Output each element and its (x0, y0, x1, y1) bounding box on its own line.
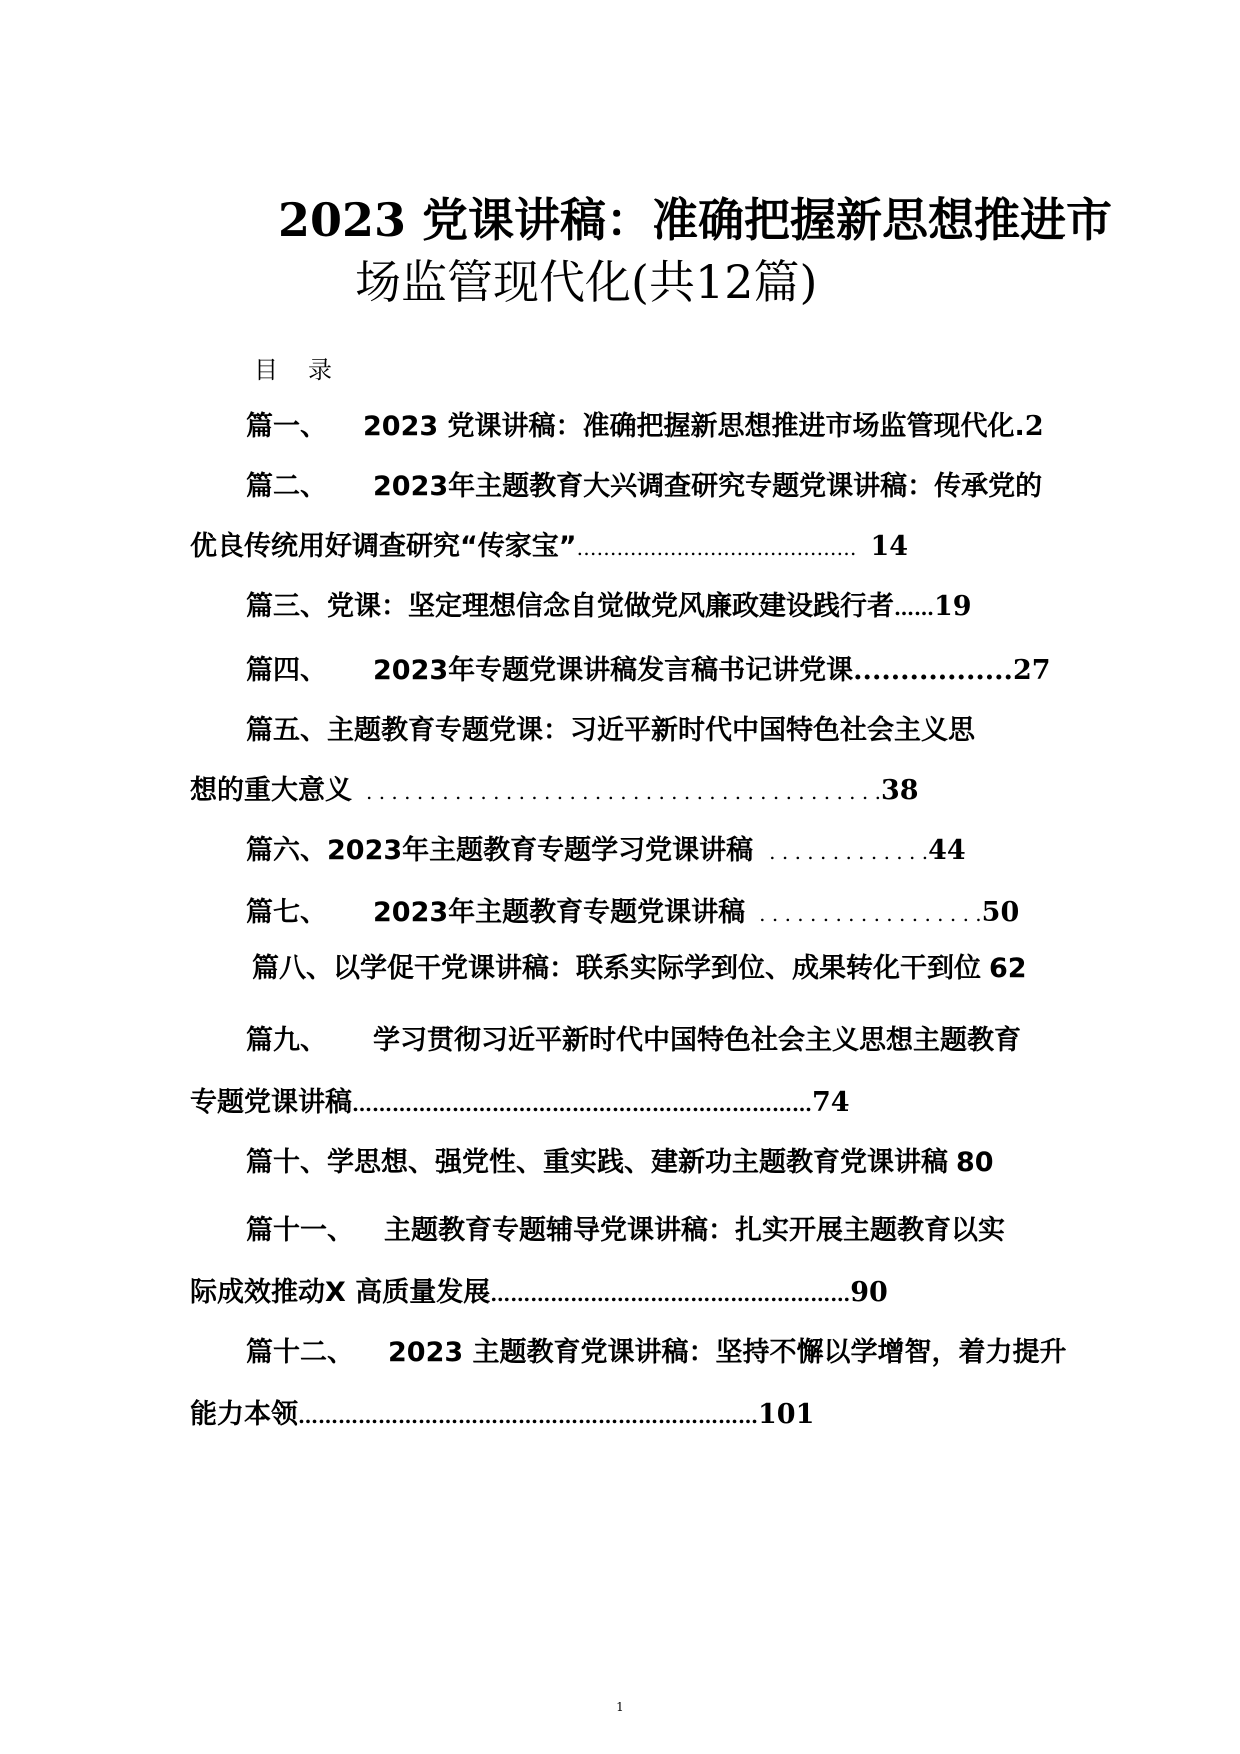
toc-entry-5[interactable] (246, 714, 975, 748)
toc-label: 篇十、 (246, 1147, 327, 1178)
toc-text: 2023 党课讲稿：准确把握新思想推进市场监管现代化. (363, 411, 1025, 442)
document-title-line-1: 2023 党课讲稿：准确把握新思想推进市 (278, 193, 1113, 247)
toc-text-cont: 专题党课讲稿 (190, 1087, 352, 1118)
toc-entry-3[interactable] (246, 590, 972, 625)
toc-entry-6[interactable] (246, 834, 966, 869)
toc-leader: …………………………………………………………… (298, 1404, 758, 1428)
toc-label: 篇七、 (246, 897, 327, 928)
toc-entry-2[interactable] (246, 470, 1042, 504)
toc-entry-10[interactable] (246, 1146, 994, 1180)
toc-entry-12-continued[interactable] (190, 1398, 814, 1433)
toc-text-cont: 优良传统用好调查研究“传家宝” (190, 531, 577, 562)
toc-text: 主题教育专题党课：习近平新时代中国特色社会主义思 (327, 715, 975, 746)
toc-text: 党课：坚定理想信念自觉做党风廉政建设践行者 (327, 591, 894, 622)
toc-page: 19 (934, 591, 972, 622)
toc-label: 篇十一、 (246, 1215, 354, 1246)
page-number: 1 (616, 1700, 624, 1714)
toc-leader: …… (894, 596, 934, 620)
toc-text-cont: 想的重大意义 (190, 775, 352, 806)
toc-text: 2023年专题党课讲稿发言稿书记讲党课 (373, 655, 854, 686)
toc-page: 62 (989, 953, 1027, 984)
toc-label: 篇九、 (246, 1025, 327, 1056)
toc-entry-11-continued[interactable] (190, 1276, 888, 1311)
toc-entry-2-continued[interactable] (190, 530, 908, 565)
toc-entry-9-continued[interactable] (190, 1086, 850, 1121)
toc-entry-8[interactable] (252, 952, 1027, 986)
toc-entry-1[interactable] (246, 410, 1044, 444)
toc-text-cont: 际成效推动X 高质量发展 (190, 1277, 491, 1308)
toc-entry-9[interactable] (246, 1024, 1021, 1058)
toc-label: 篇一、 (246, 411, 327, 442)
toc-text: 2023 主题教育党课讲稿：坚持不懈以学增智，着力提升 (388, 1337, 1067, 1368)
toc-page: 80 (956, 1147, 994, 1178)
toc-page: 101 (758, 1399, 815, 1430)
toc-label: 篇二、 (246, 471, 327, 502)
toc-entry-4[interactable] (246, 654, 1051, 688)
toc-text: 学习贯彻习近平新时代中国特色社会主义思想主题教育 (373, 1025, 1021, 1056)
toc-entry-11[interactable] (246, 1214, 1005, 1248)
toc-page: 50 (981, 897, 1020, 928)
toc-entry-5-continued[interactable] (190, 774, 919, 809)
toc-label: 篇十二、 (246, 1337, 354, 1368)
document-title-line-2: 场监管现代化(共12篇) (355, 255, 818, 309)
toc-text-cont: 能力本领 (190, 1399, 298, 1430)
toc-leader: . . . . . . . . . . . . . . . . . . . . . . . . . . . . . . . . . . . . . . . . . (366, 780, 881, 804)
toc-text: 2023年主题教育专题党课讲稿 (373, 897, 746, 928)
toc-heading: 目录 (254, 356, 362, 384)
toc-text: 2023年主题教育大兴调查研究专题党课讲稿：传承党的 (373, 471, 1043, 502)
toc-leader: …………………………………………………………… (352, 1092, 812, 1116)
toc-page: 44 (928, 835, 966, 866)
toc-page: 38 (880, 775, 919, 806)
toc-text: 主题教育专题辅导党课讲稿：扎实开展主题教育以实 (384, 1215, 1005, 1246)
toc-page: 74 (812, 1087, 850, 1118)
toc-entry-7[interactable] (246, 896, 1019, 931)
toc-leader: ................. (853, 655, 1013, 686)
toc-leader: ……………………………………………… (490, 1282, 851, 1306)
toc-label: 篇八、 (252, 953, 333, 984)
toc-page: 27 (1012, 655, 1051, 686)
toc-label: 篇三、 (246, 591, 327, 622)
toc-page: 14 (870, 531, 909, 562)
toc-leader: . . . . . . . . . . . . . (769, 840, 929, 864)
toc-label: 篇六、 (246, 835, 327, 866)
toc-entry-12[interactable] (246, 1336, 1067, 1370)
toc-text: 2023年主题教育专题学习党课讲稿 (327, 835, 754, 866)
toc-label: 篇五、 (246, 715, 327, 746)
toc-text: 以学促干党课讲稿：联系实际学到位、成果转化干到位 (333, 953, 981, 984)
toc-page: 90 (850, 1277, 888, 1308)
toc-text: 学思想、强党性、重实践、建新功主题教育党课讲稿 (327, 1147, 948, 1178)
toc-label: 篇四、 (246, 655, 327, 686)
toc-leader: …………………………………… (576, 536, 857, 560)
toc-page: 2 (1024, 411, 1044, 442)
toc-leader: . . . . . . . . . . . . . . . . . . (759, 902, 982, 926)
